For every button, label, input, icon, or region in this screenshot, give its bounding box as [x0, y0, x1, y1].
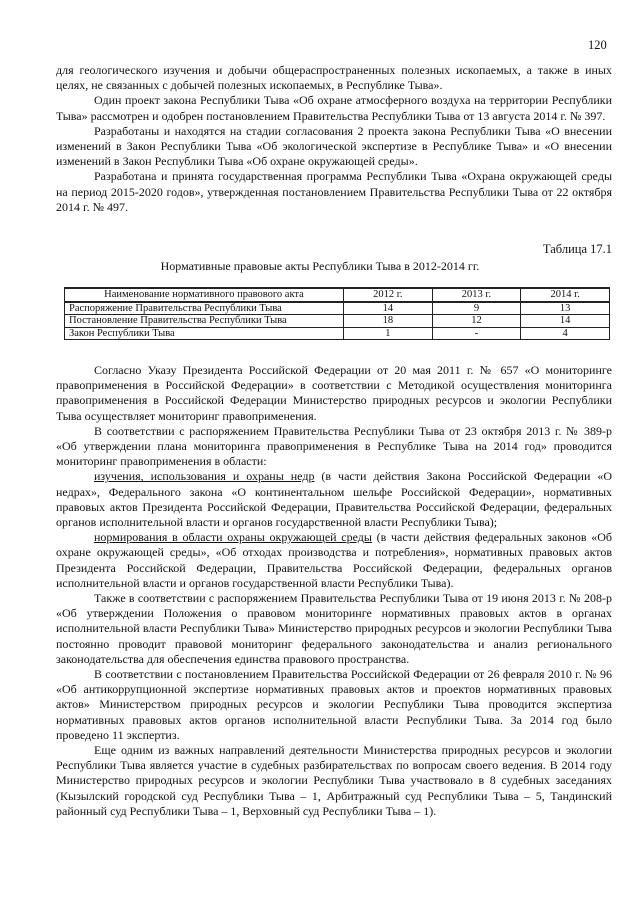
- table-cell: -: [432, 327, 521, 340]
- underlined-topic: нормирования в области охраны окружающей среды: [94, 530, 372, 545]
- table-header-row: [65, 288, 610, 302]
- header-cell: Наименование нормативного правового акта: [65, 288, 344, 302]
- table-cell: Закон Республики Тыва: [65, 327, 344, 340]
- paragraph: Один проект закона Республики Тыва «Об охране атмосферного воздуха на территории Республики Тыва» рассмотрен и одобрен постановлением Правительства Республики Тыва от 13 августа 2014 г. № 397.: [56, 93, 612, 123]
- table-cell: 13: [521, 302, 610, 315]
- paragraph: [56, 530, 612, 591]
- table-cell: 14: [344, 302, 433, 315]
- paragraph: Разработана и принята государственная программа Республики Тыва «Охрана окружающей среды на период 2015-2020 годов», утвержденная постановлением Правительства Республики Тыва от 22 октября 2014 г. № 497.: [56, 169, 612, 214]
- paragraph: [56, 469, 612, 530]
- paragraph: Согласно Указу Президента Российской Федерации от 20 мая 2011 г. № 657 «О мониторинге правоприменения в Российской Федерации» в соответствии с Методикой осуществления мониторинга правоприменения в Российской Федерации Министерство природных ресурсов и экологии Республики Тыва осуществляет мониторинг правоприменения.: [56, 363, 612, 423]
- top-text-block: [56, 63, 612, 215]
- table-cell: 14: [521, 315, 610, 328]
- paragraph: В соответствии с постановлением Правительства Российской Федерации от 26 февраля 2010 г. № 96 «Об антикоррупционной экспертизе нормативных правовых актов и проектов нормативных правовых актов» Министерством природных ресурсов и экологии Республики Тыва проводится экспертиза нормативных правовых актов органов исполнительной власти Республики Тыва. За 2014 год было проведено 11 экспертиз.: [56, 667, 612, 742]
- table-cell: 18: [344, 315, 433, 328]
- paragraph-text: (в части действия Закона Российской Федерации «О недрах», Федерального закона «О континентальном шельфе Российской Федерации», нормативных правовых актов Президента Российской Федерации, Правительства Российской Федерации, федеральных органов исполнительной власти и органов государственной власти Республики Тыва);: [56, 469, 612, 530]
- table-cell: Постановление Правительства Республики Тыва: [65, 315, 344, 328]
- legal-acts-table: [64, 287, 610, 340]
- bottom-text-block: [56, 363, 612, 819]
- table-row: [65, 302, 610, 315]
- paragraph-text: (в части действия федеральных законов «Об охране окружающей среды», «Об отходах производства и потребления», нормативных правовых актов Президента Российской Федерации, Правительства Российской Федерации, федеральных органов исполнительной власти и органов государственной власти Республики Тыва).: [56, 530, 612, 590]
- table-caption: Таблица 17.1: [542, 242, 612, 256]
- table-cell: 9: [432, 302, 521, 315]
- paragraph: Разработаны и находятся на стадии согласования 2 проекта закона Республики Тыва «О внесении изменений в Закон Республики Тыва «Об экологической экспертизе в Республике Тыва» и «О внесении изменений в Закон Республики Тыва «Об охране окружающей среды».: [56, 123, 612, 169]
- table-cell: Распоряжение Правительства Республики Тыва: [65, 302, 344, 315]
- table-cell: 12: [432, 315, 521, 328]
- table-cell: 4: [521, 327, 610, 340]
- paragraph: В соответствии с распоряжением Правительства Республики Тыва от 23 октября 2013 г. № 389-р «Об утверждении плана мониторинга правоприменения в Республике Тыва на 2014 год» проводится мониторинг правоприменения в области:: [56, 423, 612, 469]
- paragraph: для геологического изучения и добычи общераспространенных полезных ископаемых, а также в иных целях, не связанных с добычей полезных ископаемых, в Республике Тыва».: [56, 63, 612, 93]
- table-row: [65, 315, 610, 328]
- header-cell: 2012 г.: [344, 288, 433, 302]
- paragraph: Также в соответствии с распоряжением Правительства Республики Тыва от 19 июня 2013 г. № 208-р «Об утверждении Положения о правовом мониторинге нормативных правовых актов в органах исполнительной власти Республики Тыва» Министерство природных ресурсов и экологии Республики Тыва постоянно проводит правовой мониторинг федерального законодательства и анализ регионального законодательства для обеспечения единства правового пространства.: [56, 591, 612, 666]
- paragraph: Еще одним из важных направлений деятельности Министерства природных ресурсов и экологии Республики Тыва является участие в судебных разбирательствах по вопросам своего ведения. В 2014 году Министерство природных ресурсов и экологии Республики Тыва участвовало в 8 судебных заседаниях (Кызылский городской суд Республики Тыва – 1, Арбитражный суд Республики Тыва – 5, Тандинский районный суд Республики Тыва – 1, Верховный суд Республики Тыва – 1).: [56, 743, 612, 818]
- header-cell: 2013 г.: [432, 288, 521, 302]
- page-number: 120: [588, 38, 607, 52]
- underlined-topic: изучения, использования и охраны недр: [94, 469, 315, 484]
- table-row: [65, 327, 610, 340]
- table-cell: 1: [344, 327, 433, 340]
- table-title: Нормативные правовые акты Республики Тыва в 2012-2014 гг.: [160, 259, 480, 273]
- header-cell: 2014 г.: [521, 288, 610, 302]
